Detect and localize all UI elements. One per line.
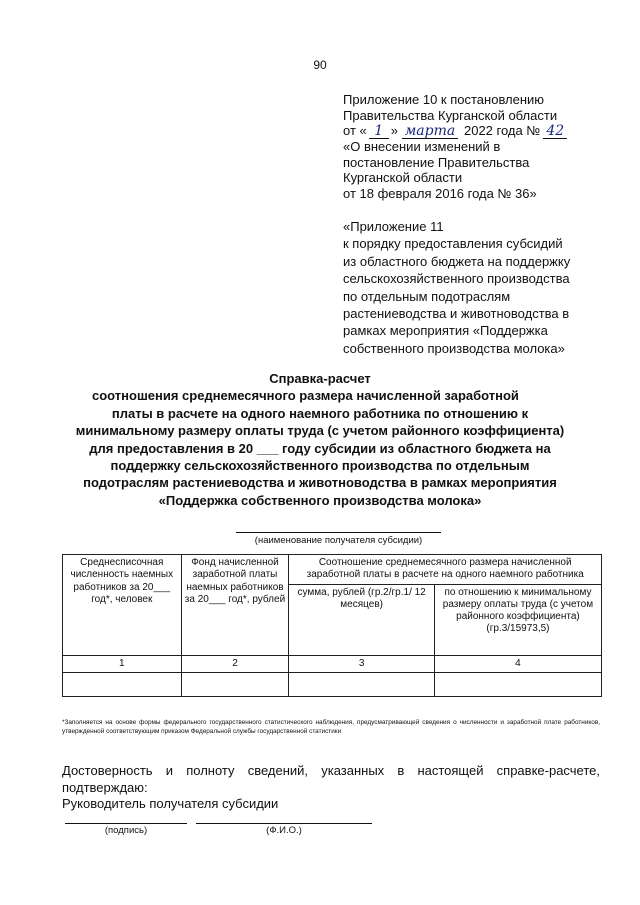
header-cell-sum: сумма, рублей (гр.2/гр.1/ 12 месяцев) [289,584,435,655]
appendix-line: Приложение 10 к постановлению [343,92,545,107]
appendix-header [343,92,567,202]
signature-caption: (подпись) [104,825,148,836]
column-number: 3 [289,655,435,672]
appendix-line: постановление Правительства [343,154,530,170]
recipient-name-field[interactable] [236,532,441,533]
header-cell-ratio-mrot: по отношению к минимальному размеру оплаты труда (с учетом районного коэффициента) (гр.3/15973,5) [434,584,601,655]
header-cell-ratio-group: Соотношение среднемесячного размера начисленной заработной платы в расчете на одного наемного работника [289,555,602,585]
calculation-table [62,554,602,697]
fio-field[interactable] [196,823,372,824]
document-title [40,370,600,509]
appendix11-line: по отдельным подотраслям [343,288,511,304]
page-number: 90 [313,58,327,72]
data-cell[interactable] [63,672,182,696]
data-cell[interactable] [181,672,289,696]
handwritten-doc-number: 42 [543,124,567,139]
appendix11-line: растениеводства и животноводства в [343,306,570,322]
date-year: 2022 года № [463,123,541,139]
column-number: 4 [434,655,601,672]
recipient-caption: (наименование получателя субсидии) [254,535,423,546]
date-mid: » [390,123,398,139]
header-cell-headcount: Среднесписочная численность наемных работников за 20___ год*, человек [63,555,182,656]
appendix11-line: к порядку предоставления субсидий [343,236,563,252]
appendix-line: Правительства Курганской области [343,107,558,123]
appendix-line: «О внесении изменений в [343,139,501,155]
appendix11-line: собственного производства молока» [343,340,565,356]
title-line: «Поддержка собственного производства молока» [158,492,482,508]
title-line: для предоставления в 20 ___ году субсидии из областного бюджета на [89,440,551,456]
head-label: Руководитель получателя субсидии [62,796,279,811]
column-number: 1 [63,655,182,672]
handwritten-day: 1 [369,124,389,139]
title-line: соотношения среднемесячного размера начисленной заработной [92,388,519,404]
appendix-line: Курганской области [343,170,463,186]
title-line: минимальному размеру оплаты труда (с учетом районного коэффициента) [75,423,565,439]
handwritten-month: марта [402,124,458,139]
appendix11-line: рамках мероприятия «Поддержка [343,323,548,339]
signature-field[interactable] [65,823,187,824]
date-prefix: от « [343,123,367,139]
title-line: поддержку сельскохозяйственного производства по отдельным [110,458,530,474]
data-cell[interactable] [434,672,601,696]
fio-caption: (Ф.И.О.) [266,825,302,836]
appendix11-line: «Приложение 11 [343,219,444,234]
title-heading: Справка-расчет [269,371,371,386]
footnote: *Заполняется на основе формы федерального государственного статистического наблюдения, предусматривающей сведения о численности и заработной плате работников, утвержденной соответствующим приказом Федеральной службы государственной статистики [62,719,600,735]
appendix11-line: из областного бюджета на поддержку [343,253,571,269]
appendix11-header [343,218,570,357]
header-cell-payroll: Фонд начисленной заработной платы наемных работников за 20___ год*, рублей [181,555,289,656]
data-cell[interactable] [289,672,435,696]
appendix-line: от 18 февраля 2016 года № 36» [343,185,537,201]
appendix-date-line [343,123,567,139]
confirmation-text: Достоверность и полноту сведений, указанных в настоящей справке-расчете, подтверждаю: [62,763,600,796]
appendix11-line: сельскохозяйственного производства [343,271,570,287]
title-line: платы в расчете на одного наемного работника по отношению к [111,405,529,421]
title-line: подотраслям растениеводства и животноводства в рамках мероприятия [83,475,557,491]
column-number: 2 [181,655,289,672]
